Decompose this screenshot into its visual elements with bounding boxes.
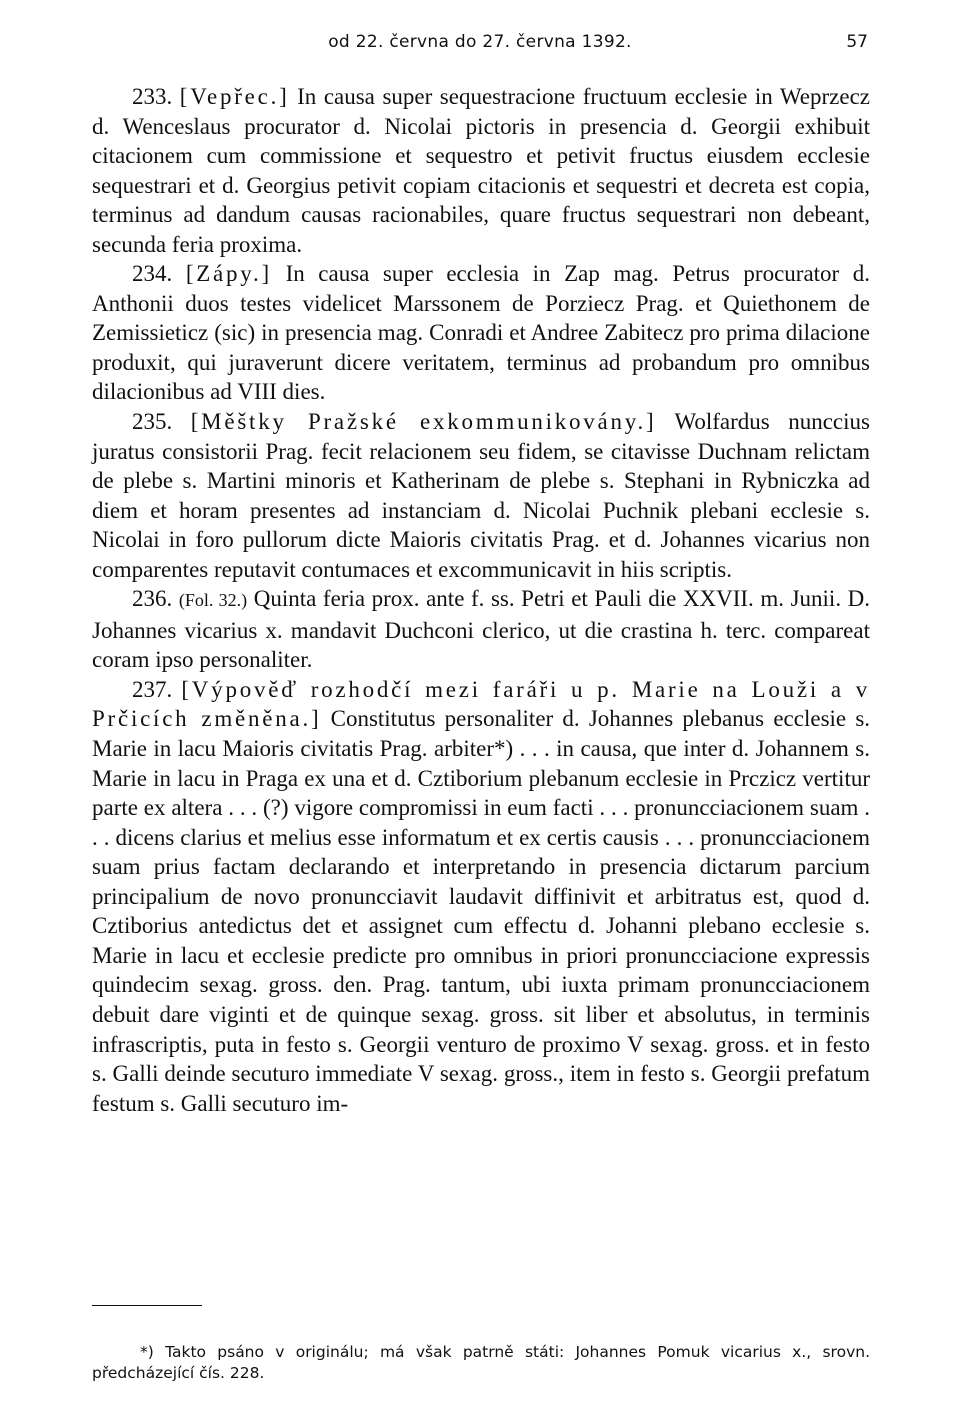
- main-text: [92, 82, 870, 1118]
- entry-233: [92, 82, 870, 259]
- footnote-divider: [92, 1305, 202, 1306]
- entry-number: 234.: [132, 261, 173, 287]
- running-head: [0, 30, 960, 58]
- page-number: 57: [846, 32, 868, 52]
- entry-heading: [Vepřec.]: [179, 84, 290, 109]
- entry-number: 236.: [132, 586, 173, 612]
- entry-text: Quinta feria prox. ante f. ss. Petri et Pauli die XXVII. m. Junii. D. Johannes vicarius x. mandavit Duchconi clerico, ut die crastina h. terc. compareat coram ipso personaliter.: [92, 586, 871, 673]
- entry-heading: [Zápy.]: [185, 261, 272, 287]
- entry-237: [92, 675, 870, 1118]
- entry-234: [92, 259, 870, 407]
- entry-heading: [Výpověď rozhodčí mezi faráři u p. Marie na Louži a v Prčicích změněna.]: [92, 676, 871, 732]
- entry-text: Constitutus personaliter d. Johannes plebanus ecclesie s. Marie in lacu Maioris civitatis Prag. arbiter*) . . . in causa, que inter d. Johannem s. Marie in lacu in Praga ex una et d. Cztiborium plebanum ecclesie in Prczicz vertitur parte ex altera . . . (?) vigore compromissi in eum facti . . . pronuncciacionem suam . . . dicens clarius et melius esse informatum et ex certis causis . . . pronuncciacionem suam prius factam declarando et interpretando in presencia dictarum parcium principalium de novo pronuncciavit laudavit diffinivit et arbitratus est, quod d. Cztiborius antedictus det et assignet cum effectu d. Johanni plebano ecclesie s. Marie in lacu et ecclesie predicte pro omnibus in priori pronuncciacione expressis quindecim sexag. gross. den. Prag. tantum, ubi iuxta primam pronuncciacionem debuit dare viginti et de quinque sexag. gross. sit liber et absolutus, in terminis infrascriptis, puta in festo s. Georgii venturo de proximo V sexag. gross. et in festo s. Galli deinde secuturo immediate V sexag. gross., item in festo s. Georgii prefatum festum s. Galli secuturo im-: [92, 706, 871, 1116]
- footnote: *) Takto psáno v originálu; má však patrně státi: Johannes Pomuk vicarius x., srovn. předcházející čís. 228.: [92, 1342, 870, 1382]
- entry-number: 237.: [132, 676, 173, 702]
- entry-text: Wolfardus nunccius juratus consistorii Prag. fecit relacionem seu fidem, se citavisse Duchnam relictam de plebe s. Martini minoris et Katherinam de plebe s. Stephani in Rybniczka ad diem et horam presentes ad instanciam d. Nicolai Puchnik plebani ecclesie s. Nicolai in foro pullorum dicte Maioris civitatis Prag. et d. Johannes vicarius non comparentes reputavit contumaces et excommunicavit in hiis scriptis.: [92, 409, 870, 582]
- running-title: od 22. června do 27. června 1392.: [328, 32, 632, 52]
- entry-heading: [Měštky Pražské exkommunikovány.]: [190, 409, 657, 435]
- entry-text: In causa super ecclesia in Zap mag. Petrus procurator d. Anthonii duos testes videlicet Marssonem de Porziecz Prag. et Quiethonem de Zemissieticz (sic) in presencia mag. Conradi et Andree Zabitecz pro prima dilacione produxit, qui juraverunt dicere veritatem, terminus ad probandum pro omnibus dilacionibus ad VIII dies.: [92, 261, 871, 405]
- entry-235: [92, 407, 870, 584]
- folio-reference: (Fol. 32.): [178, 590, 248, 611]
- entry-236: [92, 584, 870, 675]
- entry-text: In causa super sequestracione fructuum ecclesie in Weprzecz d. Wenceslaus procurator d. Nicolai pictoris in presencia d. Georgii exhibuit citacionem cum commissione et sequestro et petivit fructus eiusdem ecclesie sequestrari et d. Georgius petivit copiam citacionis et sequestri et decreta est copia, terminus ad dandum causas racionabiles, quare fructus sequestrari non debeant, secunda feria proxima.: [92, 84, 870, 257]
- entry-number: 235.: [132, 409, 173, 435]
- entry-number: 233.: [132, 84, 173, 109]
